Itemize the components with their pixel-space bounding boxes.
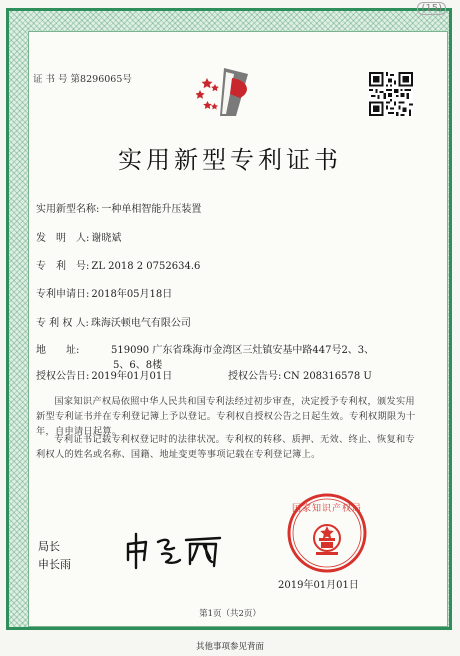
field-label: 地 址:: [36, 345, 80, 356]
handwritten-signature: [120, 530, 230, 570]
seal-text-ring: [286, 492, 368, 574]
field-label: 实用新型名称:: [36, 204, 100, 215]
filing-date: 2018年05月18日: [91, 289, 173, 300]
patent-holder: 珠海沃顿电气有限公司: [90, 318, 191, 329]
director-title: 局长: [38, 540, 60, 553]
field-label: 授权公告日:: [36, 371, 90, 382]
patent-number: ZL 2018 2 0752634.6: [91, 261, 201, 272]
legal-status-paragraph: 专利证书记载专利权登记时的法律状况。专利权的转移、质押、无效、终止、恢复和专利权人的姓名或名称、国籍、地址变更等事项记载在专利登记簿上。: [36, 434, 415, 460]
field-label: 专 利 权 人:: [36, 318, 89, 329]
document-title: 实用新型专利证书: [118, 146, 342, 174]
grant-date: 2019年01月01日: [91, 371, 173, 382]
filing-date-row: [36, 285, 172, 300]
grant-number-row: [228, 367, 372, 382]
seal-text: 国家知识产权局: [291, 504, 362, 514]
footer-note: 其他事项参见背面: [195, 642, 264, 652]
patent-number-row: [36, 257, 200, 272]
field-label: 专 利 号:: [36, 261, 90, 272]
utility-model-name: 一种单相智能升压装置: [101, 204, 202, 215]
inventor-row: [36, 229, 121, 244]
seal-date: 2019年01月01日: [278, 580, 359, 591]
patent-holder-row: [36, 314, 191, 329]
certificate-number: 证 书 号 第8296065号: [33, 74, 132, 85]
page-number: 第1页（共2页）: [199, 609, 261, 619]
inventor-name: 谢晓斌: [91, 233, 122, 244]
address-line-1: 519090 广东省珠海市金湾区三灶镇安基中路447号2、3、: [111, 345, 375, 356]
qr-code-icon: [369, 72, 413, 116]
grant-statement-paragraph: 国家知识产权局依照中华人民共和国专利法经过初步审查，决定授予专利权，颁发实用新型专利证书并在专利登记簿上予以登记。专利权自授权公告之日起生效。专利权期限为十年，自申请日起算。: [36, 396, 416, 437]
field-label: 发 明 人:: [36, 233, 90, 244]
grant-number: CN 208316578 U: [283, 371, 372, 382]
address-row: [36, 341, 374, 356]
director-name: 申长雨: [38, 558, 71, 571]
address-line-2: 5、6、8楼: [113, 360, 163, 371]
cnipa-logo-icon: [196, 64, 258, 124]
field-label: 专利申请日:: [36, 289, 90, 300]
corner-note: (15): [417, 2, 446, 15]
utility-model-name-row: [36, 200, 201, 215]
field-label: 授权公告号:: [228, 371, 282, 382]
grant-date-row: [36, 367, 172, 382]
